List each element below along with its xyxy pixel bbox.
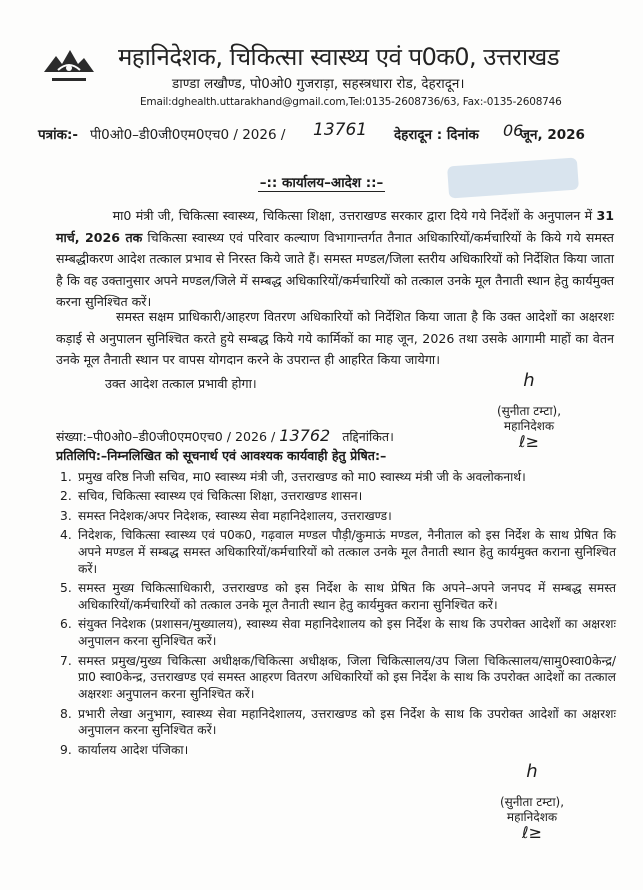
department-contact: Email:dghealth.uttarakhand@gmail.com,Tel:0135-2608736/63, Fax:-0135-2608746 [140,96,562,108]
copy-number-label: संख्या:–पी0ओ0–डी0जी0एम0एच0 / 2026 / [56,429,276,444]
copy-recipient-list [56,469,616,761]
copy-dated: तद्दिनांकित। [342,429,394,444]
list-item: 9. कार्यालय आदेश पंजिका। [60,742,189,757]
signatory-name: (सुनीता टम्टा), [496,404,562,418]
list-item: 3. समस्त निदेशक/अपर निदेशक, स्वास्थ्य सेवा महानिदेशालय, उत्तराखण्ड। [60,508,392,523]
uttarakhand-emblem-logo [40,42,98,88]
signature-flourish: ℓ≥ [521,823,542,842]
signature-flourish: ℓ≥ [518,432,539,451]
order-paragraph-3: उक्त आदेश तत्काल प्रभावी होगा। [105,376,257,391]
order-paragraph-1: मा0 मंत्री जी, चिकित्सा स्वास्थ्य, चिकित्सा शिक्षा, उत्तराखण्ड सरकार द्वारा दिये गये निर्देशों के अनुपालन में 31 मार्च, 2026 तक चिकित्सा स्वास्थ्य एवं परिवार कल्याण विभागान्तर्गत तैनात अधिकारियों/कर्मचारियों के किये गये समस्त सम्बद्धीकरण आदेश तत्काल प्रभाव से निरस्त किये जाते हैं। समस्त मण्डल/जिला स्तरीय अधिकारियों को निर्देशित किया जाता है कि वह उक्तानुसार अपने मण्डल/जिले में सम्बद्ध अधिकारियों/कर्मचारियों को तत्काल उनके मूल तैनाती स्थान हेतु कार्यमुक्त करना सुनिश्चित करें। [56,208,614,310]
order-heading: –:: कार्यालय–आदेश ::– [259,175,384,191]
letter-number-label: पत्रांक:- [38,127,78,143]
list-item: 7. समस्त प्रमुख/मुख्य चिकित्सा अधीक्षक/चिकित्सा अधीक्षक, जिला चिकित्सालय/उप जिला चिकित्सालय/सामु0स्वा0केन्द्र/प्रा0 स्वा0केन्द्र, उत्तराखण्ड एवं समस्त आहरण वितरण अधिकारियों को इस निर्देश के साथ कि उपरोक्त आदेशों का तत्काल अक्षरशः अनुपालन करना सुनिश्चित करें। [60,653,616,702]
copy-number-row [56,426,394,445]
signatory-name: (सुनीता टम्टा), [499,795,565,809]
list-item: 5. समस्त मुख्य चिकित्साधिकारी, उत्तराखण्ड को इस निर्देश के साथ प्रेषित कि अपने–अपने जनपद में सम्बद्ध समस्त अधिकारियों/कर्मचारियों को तत्काल उनके मूल तैनाती स्थान हेतु कार्यमुक्त कराना सुनिश्चित करें। [60,581,616,612]
handwritten-signature: h [523,370,535,391]
date-day-handwritten: 06 [503,121,524,140]
signature-block-1 [477,372,581,449]
department-title: महानिदेशक, चिकित्सा स्वास्थ्य एवं प0क0, उत्तराखड [118,43,560,71]
deadline-date: 31 मार्च, 2026 तक [56,208,614,245]
list-item: 6. संयुक्त निदेशक (प्रशासन/मुख्यालय), स्वास्थ्य सेवा महानिदेशालय को इस निर्देश के साथ कि उपरोक्त आदेशों का अक्षरशः अनुपालन करना सुनिश्चित करें। [60,617,616,649]
list-item: 4. निदेशक, चिकित्सा स्वास्थ्य एवं प0क0, गढ़वाल मण्डल पौड़ी/कुमाऊं मण्डल, नैनीताल को इस निर्देश के साथ प्रेषित कि अपने मण्डल में सम्बद्ध समस्त अधिकारियों/कर्मचारियों को तत्काल उनके मूल तैनाती स्थान हेतु कार्यमुक्त कराना सुनिश्चित करें। [60,528,616,576]
list-item: 8. प्रभारी लेखा अनुभाग, स्वास्थ्य सेवा महानिदेशालय, उत्तराखण्ड को इस निर्देश के साथ कि उपरोक्त आदेशों का अक्षरशः अनुपालन करना सुनिश्चित करें। [60,706,616,738]
handwritten-signature: h [526,761,538,782]
letter-number-handwritten: 13761 [313,120,368,140]
signatory-designation: महानिदेशक [506,810,558,824]
copy-forward-line: प्रतिलिपि:–निम्नलिखित को सूचनार्थ एवं आवश्यक कार्यवाही हेतु प्रेषित:– [56,448,387,463]
department-address: डाण्डा लखौण्ड, पो0ओ0 गुजराड़ा, सहस्त्रधारा रोड, देहरादून। [172,76,465,92]
copy-number-handwritten: 13762 [279,426,331,445]
signature-block-2 [482,763,582,840]
list-item: 1. प्रमुख वरिष्ठ निजी सचिव, मा0 स्वास्थ्य मंत्री जी, उत्तराखण्ड को मा0 स्वास्थ्य मंत्री जी के अवलोकनार्थ। [60,470,526,484]
order-paragraph-2: समस्त सक्षम प्राधिकारी/आहरण वितरण अधिकारियों को निर्देशित किया जाता है कि उक्त आदेशों का अक्षरशः कड़ाई से अनुपालन सुनिश्चित करते हुये सम्बद्ध किये गये कार्मिकों का माह जून, 2026 तथा उसके आगामी माहों का वेतन उनके मूल तैनाती स्थान पर वापस योगदान करने के उपरान्त ही आहरित किया जायेगा। [56,309,615,368]
date-month-year: जून, 2026 [520,127,585,143]
letter-number: पी0ओ0–डी0जी0एम0एच0 / 2026 / [90,127,286,143]
place-date-label: देहरादून : दिनांक [394,127,479,143]
signatory-designation: महानिदेशक [503,419,555,433]
list-item: 2. सचिव, चिकित्सा स्वास्थ्य एवं चिकित्सा शिक्षा, उत्तराखण्ड शासन। [60,489,363,504]
